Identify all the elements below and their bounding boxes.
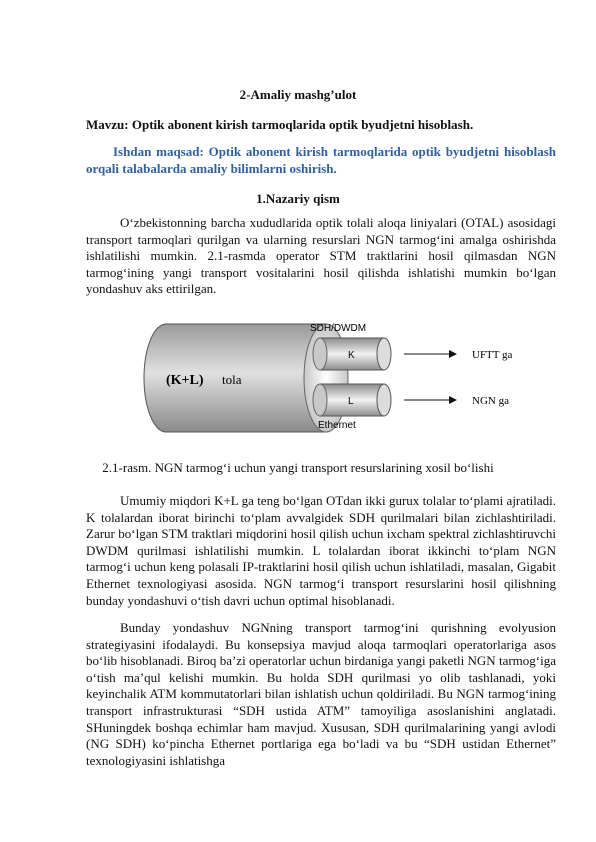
aim-paragraph: Ishdan maqsad: Optik abonent kirish tarmoqlarida optik byudjetni hisoblash orqali talabalarda amaliy bilimlarni oshirish. — [86, 144, 556, 176]
topic-line: Mavzu: Optik abonent kirish tarmoqlarida optik byudjetni hisoblash. — [86, 117, 474, 132]
figure-caption: 2.1-rasm. NGN tarmog‘i uchun yangi transport resurslarining xosil bo‘lishi — [102, 460, 494, 475]
top-label: SDH/DWDM — [310, 323, 367, 334]
fiber-l-label: L — [348, 396, 354, 407]
paragraph-1: O‘zbekistonning barcha xududlarida optik tolali aloqa liniyalari (OTAL) asosidagi transport tarmoqlari qurilgan va ularning resurslari NGN tarmog‘ini amalga oshirishda ishlatilishi mumkin. 2.1-rasmda operator STM traktlarini hosil qilmasdan NGN tarmog‘ining yangi transport vositalarini hosil qilishda ishlatishi mumkin bo‘lgan yondashuv aks ettirilgan. — [86, 215, 556, 297]
fiber-bundle-figure — [136, 318, 546, 438]
arrow-bottom-label: NGN ga — [472, 395, 509, 407]
page-heading: 2-Amaliy mashg’ulot — [239, 87, 357, 102]
section-heading: 1.Nazariy qism — [256, 191, 340, 206]
paragraph-2: Umumiy miqdori K+L ga teng bo‘lgan OTdan ikki gurux tolalar to‘plami ajratiladi. K tolalardan iborat birinchi to‘plam avvalgidek SDH qurilmalari bilan zichlashtiriladi. Zarur bo‘lgan STM traktlari miqdorini hosil qilish uchun ixcham spektral zichlashtiruvchi DWDM qurilmasi ishlatilishi mumkin. L tolalardan iborat ikkinchi to‘plam NGN tarmog‘i uchun keng polasali IP-traktlarini hosil qilish uchun ishlatiladi, masalan, Gigabit Ethernet texnologiyasi asosida. NGN tarmog‘i transport resurslarini hosil qilishning bunday yondashuvi o‘tish davri uchun optimal hisoblanadi. — [86, 493, 556, 608]
cable-suffix: tola — [222, 372, 242, 387]
paragraph-3: Bunday yondashuv NGNning transport tarmog‘ini qurishning evolyusion strategiyasini ifodalaydi. Bu konsepsiya mavjud aloqa tarmoqlari operatorlariga asos bo‘lib hisoblanadi. Biroq ba’zi operatorlar uchun birdaniga yangi paketli NGN tarmog‘iga o‘tish ma’qul kelishi mumkin. Bu holda SDH qurilmasi yo olib tashlanadi, yoki keyinchalik ATM kommutatorlari bilan ishlatish uchun qoldiriladi. Bu NGN tarmog‘ining transport infrastrukturasi “SDH ustida ATM” tamoyiliga asoslanishini anglatadi. SHuningdek boshqa echimlar ham mavjud. Xususan, SDH qurilmalarining yangi avlodi (NG SDH) ko‘pincha Ethernet portlariga ega bo‘ladi va bu “SDH ustidan Ethernet” texnologiyasini ishlatishga — [86, 620, 556, 768]
fiber-k-label: K — [348, 350, 355, 361]
arrow-top-label: UFTT ga — [472, 349, 513, 361]
cable-label: (K+L) — [166, 373, 204, 388]
bottom-label: Ethernet — [318, 420, 356, 431]
